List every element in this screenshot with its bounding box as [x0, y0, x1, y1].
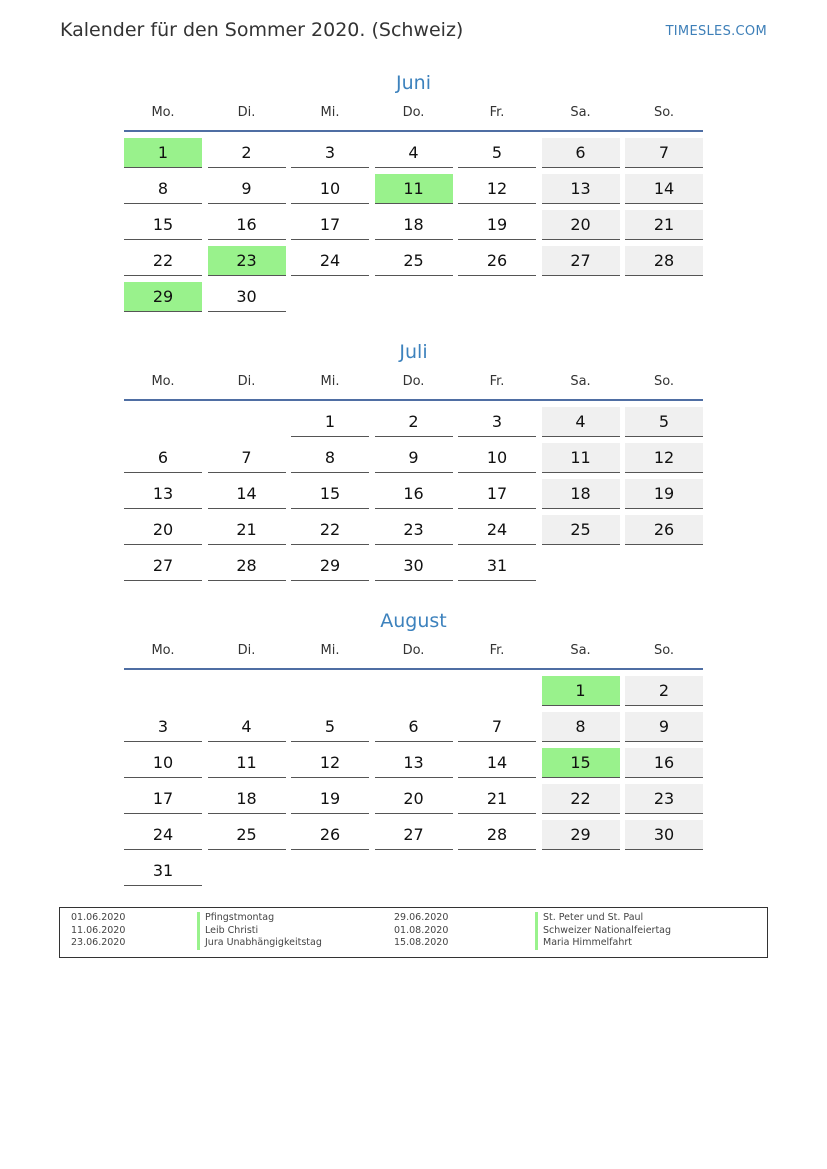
- day-cell: 27: [124, 551, 202, 581]
- weekday-label: Di.: [237, 105, 256, 120]
- day-cell: 25: [542, 515, 620, 545]
- day-cell-holiday: 23: [208, 246, 286, 276]
- day-cell: 2: [208, 138, 286, 168]
- weekday-header: [124, 104, 703, 130]
- day-cell: 27: [542, 246, 620, 276]
- legend-names-left: [197, 912, 322, 950]
- day-cell: 8: [124, 174, 202, 204]
- month-august: [124, 608, 703, 892]
- day-cell-holiday: 15: [542, 748, 620, 778]
- day-cell: 5: [291, 712, 369, 742]
- weekday-label: Mo.: [151, 643, 175, 658]
- day-cell: 12: [291, 748, 369, 778]
- day-cell: 19: [291, 784, 369, 814]
- day-cell: 22: [124, 246, 202, 276]
- day-cell-holiday: 1: [542, 676, 620, 706]
- day-cell: 10: [291, 174, 369, 204]
- day-cell: 7: [625, 138, 703, 168]
- day-cell: 13: [375, 748, 453, 778]
- day-cell: 17: [458, 479, 536, 509]
- day-cell: 13: [124, 479, 202, 509]
- weekday-label: Mi.: [320, 643, 340, 658]
- holiday-legend: [59, 907, 768, 958]
- legend-date: 23.06.2020: [71, 937, 126, 948]
- day-cell: 3: [458, 407, 536, 437]
- weekday-header: [124, 373, 703, 399]
- legend-date: 29.06.2020: [394, 912, 449, 923]
- day-cell: 28: [458, 820, 536, 850]
- day-cell: 25: [208, 820, 286, 850]
- day-cell: 23: [375, 515, 453, 545]
- day-cell: 3: [124, 712, 202, 742]
- day-cell: 10: [124, 748, 202, 778]
- day-cell: 1: [291, 407, 369, 437]
- day-cell: 21: [458, 784, 536, 814]
- month-divider: [124, 399, 703, 401]
- day-cell: 7: [208, 443, 286, 473]
- legend-names-right: [535, 912, 671, 950]
- day-cell: 2: [375, 407, 453, 437]
- weekday-label: Di.: [237, 374, 256, 389]
- legend-holiday-name: Maria Himmelfahrt: [535, 937, 671, 950]
- day-cell: 18: [208, 784, 286, 814]
- day-cell: 27: [375, 820, 453, 850]
- day-cell: 2: [625, 676, 703, 706]
- day-cell: 17: [291, 210, 369, 240]
- day-cell: 30: [208, 282, 286, 312]
- legend-date: 01.08.2020: [394, 924, 449, 936]
- day-cell: 10: [458, 443, 536, 473]
- day-cell: 17: [124, 784, 202, 814]
- day-cell: 20: [542, 210, 620, 240]
- day-cell: 4: [208, 712, 286, 742]
- day-cell: 9: [625, 712, 703, 742]
- day-cell: 8: [291, 443, 369, 473]
- day-cell: 9: [375, 443, 453, 473]
- day-cell: 14: [625, 174, 703, 204]
- legend-holiday-name: Leib Christi: [197, 925, 322, 938]
- day-cell: 26: [625, 515, 703, 545]
- day-cell: 4: [542, 407, 620, 437]
- month-divider: [124, 668, 703, 670]
- day-cell: 30: [625, 820, 703, 850]
- day-cell: 13: [542, 174, 620, 204]
- day-cell: 28: [625, 246, 703, 276]
- weekday-label: So.: [653, 374, 675, 389]
- weekday-label: So.: [653, 643, 675, 658]
- legend-dates-right: [394, 912, 448, 950]
- day-cell: 26: [458, 246, 536, 276]
- page-title: Kalender für den Sommer 2020. (Schweiz): [60, 19, 464, 41]
- month-name: Juni: [396, 72, 431, 94]
- day-cell: 5: [625, 407, 703, 437]
- day-cell: 6: [375, 712, 453, 742]
- day-cell: 9: [208, 174, 286, 204]
- site-link[interactable]: TIMESLES.COM: [665, 24, 767, 39]
- day-cell: 24: [458, 515, 536, 545]
- legend-holiday-name: Jura Unabhängigkeitstag: [197, 937, 322, 950]
- day-cell: 7: [458, 712, 536, 742]
- weekday-label: So.: [653, 105, 675, 120]
- day-cell: 16: [208, 210, 286, 240]
- day-cell: 20: [124, 515, 202, 545]
- day-cell: 23: [625, 784, 703, 814]
- day-cell: 14: [208, 479, 286, 509]
- day-grid: [124, 138, 703, 318]
- day-cell: 21: [208, 515, 286, 545]
- day-cell: 22: [291, 515, 369, 545]
- weekday-label: Di.: [237, 643, 256, 658]
- day-cell-holiday: 1: [124, 138, 202, 168]
- day-cell-holiday: 29: [124, 282, 202, 312]
- day-cell: 4: [375, 138, 453, 168]
- day-cell: 5: [458, 138, 536, 168]
- day-cell: 28: [208, 551, 286, 581]
- day-cell: 19: [625, 479, 703, 509]
- month-name: August: [380, 610, 447, 632]
- day-cell: 15: [291, 479, 369, 509]
- day-cell: 29: [542, 820, 620, 850]
- weekday-label: Fr.: [489, 374, 505, 389]
- day-cell: 22: [542, 784, 620, 814]
- day-cell: 14: [458, 748, 536, 778]
- weekday-label: Do.: [402, 105, 425, 120]
- day-cell: 20: [375, 784, 453, 814]
- day-cell-holiday: 11: [375, 174, 453, 204]
- weekday-label: Mi.: [320, 374, 340, 389]
- day-grid: [124, 676, 703, 892]
- day-cell: 11: [542, 443, 620, 473]
- weekday-label: Mo.: [151, 105, 175, 120]
- day-cell: 31: [458, 551, 536, 581]
- day-cell: 18: [375, 210, 453, 240]
- day-cell: 15: [124, 210, 202, 240]
- day-cell: 24: [124, 820, 202, 850]
- weekday-label: Mo.: [151, 374, 175, 389]
- day-cell: 16: [625, 748, 703, 778]
- legend-holiday-name: St. Peter und St. Paul: [535, 912, 671, 925]
- day-cell: 3: [291, 138, 369, 168]
- day-cell: 6: [124, 443, 202, 473]
- month-divider: [124, 130, 703, 132]
- weekday-label: Sa.: [570, 105, 591, 120]
- weekday-label: Do.: [402, 643, 425, 658]
- legend-holiday-name: Schweizer Nationalfeiertag: [535, 925, 671, 938]
- day-cell: 21: [625, 210, 703, 240]
- weekday-label: Sa.: [570, 643, 591, 658]
- day-grid: [124, 407, 703, 587]
- weekday-label: Fr.: [489, 105, 505, 120]
- day-cell: 25: [375, 246, 453, 276]
- day-cell: 31: [124, 856, 202, 886]
- day-cell: 30: [375, 551, 453, 581]
- day-cell: 24: [291, 246, 369, 276]
- day-cell: 12: [625, 443, 703, 473]
- day-cell: 16: [375, 479, 453, 509]
- day-cell: 19: [458, 210, 536, 240]
- legend-holiday-name: Pfingstmontag: [197, 912, 322, 925]
- month-juni: [124, 70, 703, 318]
- legend-date: 01.06.2020: [71, 912, 126, 923]
- day-cell: 12: [458, 174, 536, 204]
- weekday-header: [124, 642, 703, 668]
- weekday-label: Mi.: [320, 105, 340, 120]
- day-cell: 18: [542, 479, 620, 509]
- weekday-label: Sa.: [570, 374, 591, 389]
- day-cell: 26: [291, 820, 369, 850]
- legend-dates-left: [71, 912, 125, 950]
- month-juli: [124, 339, 703, 587]
- day-cell: 29: [291, 551, 369, 581]
- day-cell: 11: [208, 748, 286, 778]
- weekday-label: Fr.: [489, 643, 505, 658]
- month-name: Juli: [399, 341, 428, 363]
- day-cell: 8: [542, 712, 620, 742]
- legend-date: 11.06.2020: [71, 924, 126, 936]
- weekday-label: Do.: [402, 374, 425, 389]
- day-cell: 6: [542, 138, 620, 168]
- legend-date: 15.08.2020: [394, 937, 449, 948]
